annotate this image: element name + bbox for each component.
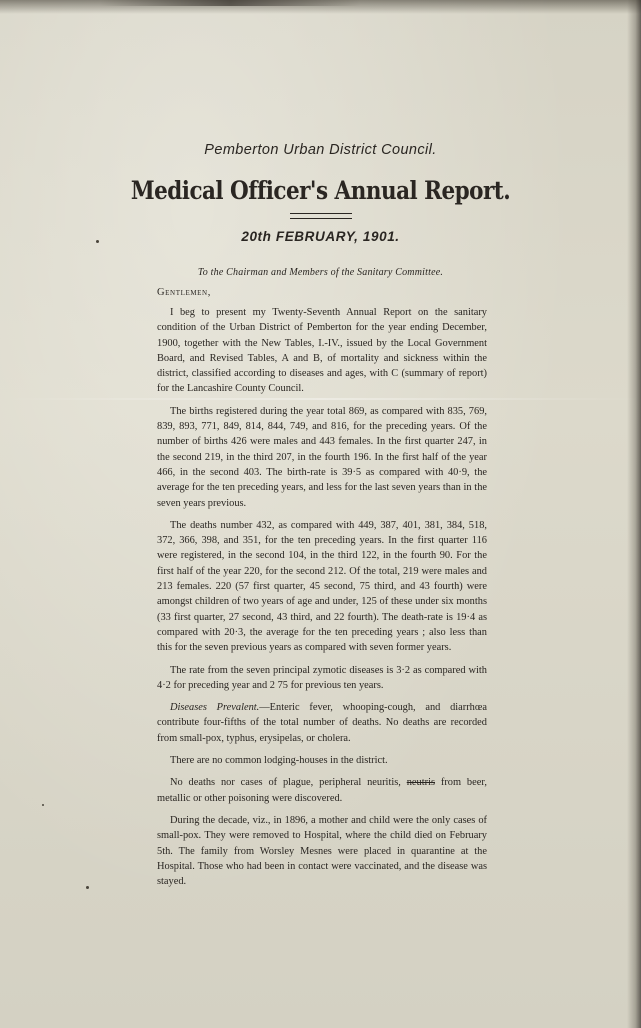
page-top-smudge [100, 0, 360, 6]
diseases-prevalent-heading: Diseases Prevalent. [170, 702, 260, 714]
paragraph-lodging-houses: There are no common lodging-houses in the district. [170, 755, 388, 767]
salutation: Gentlemen, [157, 287, 211, 298]
title-rule-upper [290, 213, 352, 214]
paragraph-deaths: The deaths number 432, as compared with 449, 387, 401, 381, 384, 518, 372, 366, 398, and 351, for the ten preceding years. In the first quarter 116 were registered, in the second 104, in the third 122, in the fourth 90. For the first half of the year 220, for the second 212. Of the total, 219 were males and 213 females. 220 (57 first quarter, 45 second, 75 third, and 43 fourth) were amongst children of two years of age and under, 125 of these under six months (33 first quarter, 27 second, 43 third, and 22 fourth). The death-rate is 19·4 as compared with 20·3, the average for the ten preceding years ; also less than this for the seven previous years as compared with seven former years. [157, 519, 487, 654]
paper-speck [86, 886, 89, 889]
title-rule-lower [290, 218, 352, 219]
diseases-prevalent-text: —Enteric fever, whooping-cough, and diarrhœa contribute four-fifths of the total number of deaths. No deaths are recorded from small-pox, typhus, erysipelas, or cholera. [157, 702, 487, 744]
addressee: To the Chairman and Members of the Sanitary Committee. [197, 267, 444, 278]
struck-word: neutris [406, 777, 435, 789]
paragraph-introduction: I beg to present my Twenty-Seventh Annual Report on the sanitary condition of the Urban District of Pemberton for the year ending December, 1900, together with the New Tables, I.-IV., issued by the Local Government Board, and Revised Tables, A and B, of mortality and sickness within the district, classified according to diseases and ages, with C (summary of report) for the Lancashire County Council. [157, 307, 487, 395]
paragraph-poisoning [157, 775, 487, 806]
report-date: 20th FEBRUARY, 1901. [241, 229, 400, 244]
paragraph-small-pox-history: During the decade, viz., in 1896, a mother and child were the only cases of small-pox. They were removed to Hospital, where the child died on February 5th. The family from Worsley Mesnes were placed in quarantine at the Hospital. Those who had been in contact were vaccinated, and the disease was stayed. [157, 814, 487, 888]
paragraph-births: The births registered during the year total 869, as compared with 835, 769, 839, 893, 771, 849, 814, 844, 749, and 816, for the preceding years. Of the number of births 426 were males and 443 females. In the first quarter 247, in the second 219, in the third 207, in the fourth 196. In the first half of the year 466, in the second 403. The birth-rate is 39·5 as compared with 40·9, the average for the ten preceding years, and less for the last seven years than in the seven years previous. [157, 405, 487, 509]
poisoning-tail: from beer, metallic or other poisoning were discovered. [157, 777, 487, 804]
council-name: Pemberton Urban District Council. [204, 142, 437, 158]
paragraph-diseases-prevalent [157, 700, 487, 746]
report-title: Medical Officer's Annual Report. [130, 176, 511, 205]
paper-speck [96, 240, 99, 243]
paragraph-zymotic-rate: The rate from the seven principal zymotic diseases is 3·2 as compared with 4·2 for preceding year and 2 75 for previous ten years. [157, 664, 487, 691]
report-body [157, 305, 487, 896]
poisoning-text: No deaths nor cases of plague, peripheral neuritis, [170, 777, 401, 789]
paper-speck [42, 804, 44, 806]
